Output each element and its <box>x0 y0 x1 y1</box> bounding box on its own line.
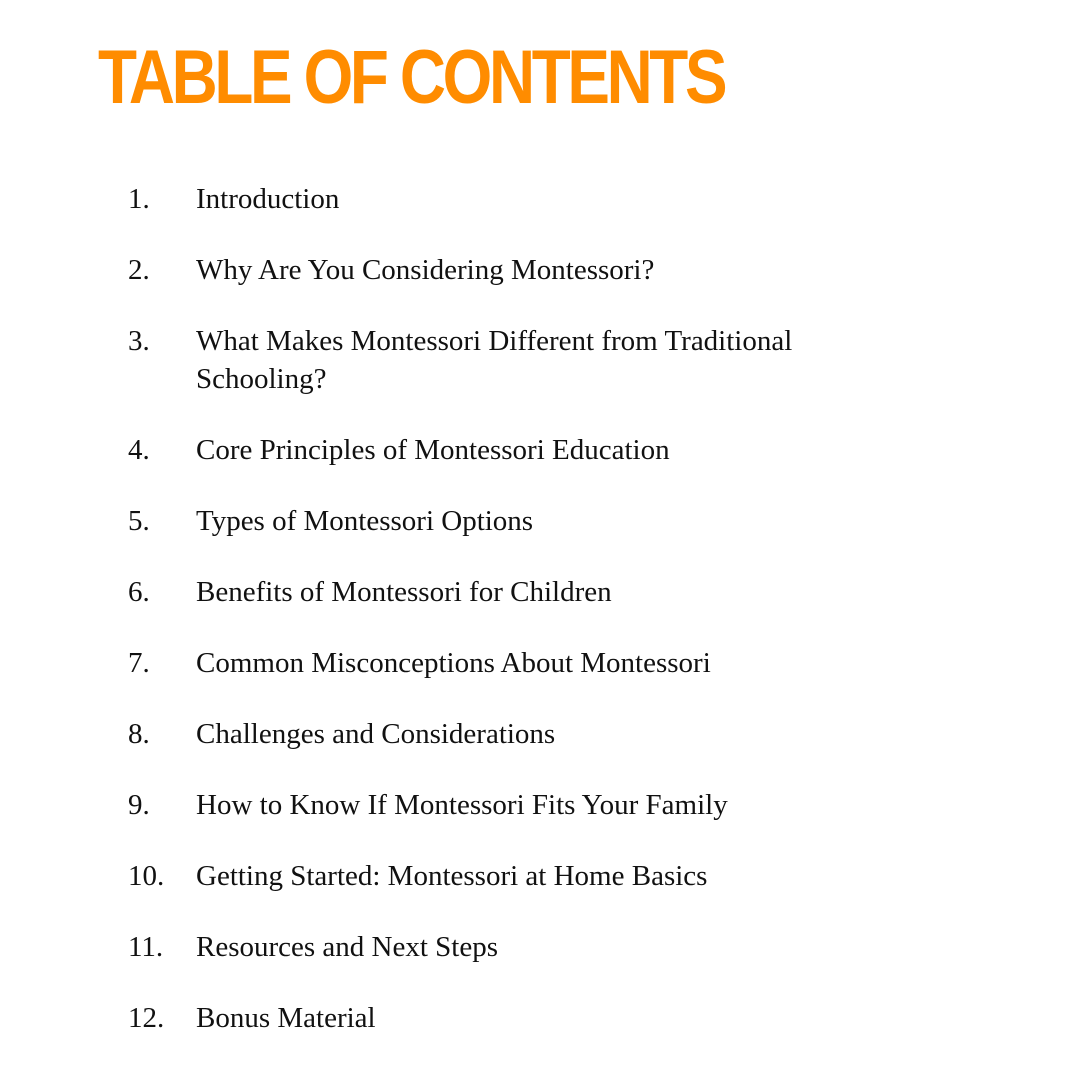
toc-item-label: What Makes Montessori Different from Traditional Schooling? <box>196 325 793 395</box>
toc-item <box>128 715 1028 753</box>
toc-item-label: Benefits of Montessori for Children <box>196 576 612 608</box>
toc-item <box>128 180 1028 218</box>
toc-item-label: How to Know If Montessori Fits Your Family <box>196 789 728 821</box>
toc-item-number: 10. <box>128 860 165 892</box>
toc-item <box>128 999 1028 1037</box>
toc-item <box>128 857 1028 895</box>
toc-item-number: 1. <box>128 183 150 215</box>
toc-item <box>128 251 1028 289</box>
toc-item-label: Core Principles of Montessori Education <box>196 434 670 466</box>
toc-item-label: Challenges and Considerations <box>196 718 556 750</box>
toc-item-number: 11. <box>128 931 164 963</box>
toc-item <box>128 644 1028 682</box>
toc-item-number: 12. <box>128 1002 165 1034</box>
toc-item-number: 9. <box>128 789 150 821</box>
toc-item-number: 2. <box>128 254 150 286</box>
toc-item-number: 3. <box>128 325 150 357</box>
toc-item <box>128 431 1028 469</box>
toc-item-number: 8. <box>128 718 150 750</box>
toc-item <box>128 573 1028 611</box>
toc-item <box>128 786 1028 824</box>
toc-item <box>128 502 1028 540</box>
table-of-contents-list <box>128 180 1028 1070</box>
toc-item <box>128 322 1028 398</box>
toc-item-label: Why Are You Considering Montessori? <box>196 254 655 286</box>
toc-item-label: Getting Started: Montessori at Home Basics <box>196 860 708 892</box>
toc-item-label: Common Misconceptions About Montessori <box>196 647 711 679</box>
toc-item-label: Resources and Next Steps <box>196 931 499 963</box>
toc-item-number: 5. <box>128 505 150 537</box>
toc-item-label: Types of Montessori Options <box>196 505 534 537</box>
toc-item-number: 4. <box>128 434 150 466</box>
toc-item-number: 7. <box>128 647 150 679</box>
page-title: TABLE OF CONTENTS <box>98 35 725 120</box>
toc-item-label: Introduction <box>196 183 340 215</box>
toc-item-number: 6. <box>128 576 150 608</box>
toc-item <box>128 928 1028 966</box>
toc-item-label: Bonus Material <box>196 1002 376 1034</box>
